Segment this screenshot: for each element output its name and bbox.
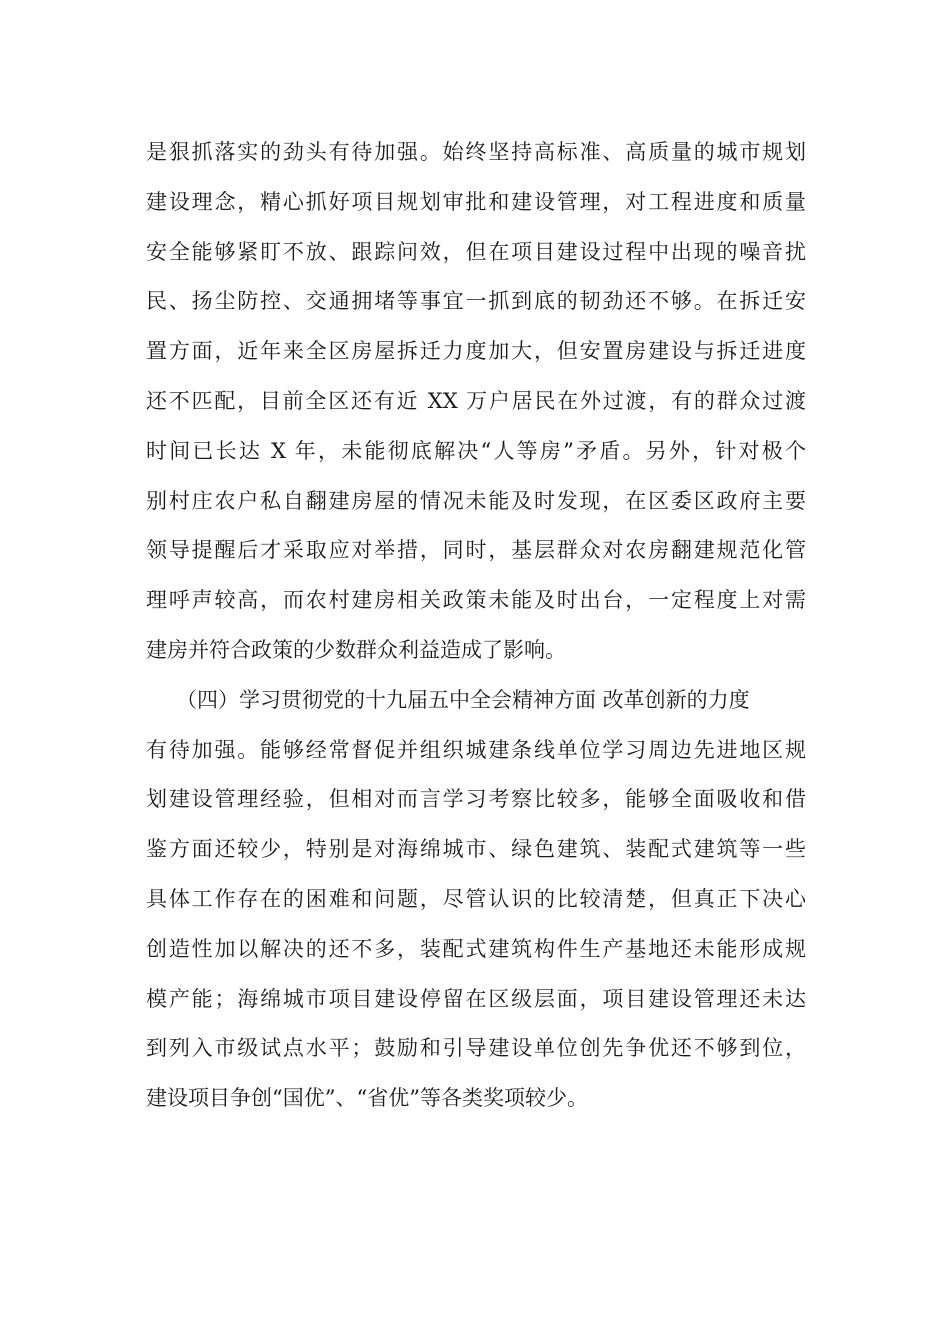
- text-line: 模产能；海绵城市项目建设停留在区级层面，项目建设管理还未达: [146, 986, 806, 1011]
- section-heading-line: （四）学习贯彻党的十九届五中全会精神方面 改革创新的力度: [176, 687, 750, 712]
- paragraph-last-line: 建设项目争创“国优”、“省优”等各类奖项较少。: [146, 1086, 588, 1111]
- text-line: 建设理念，精心抓好项目规划审批和建设管理，对工程进度和质量: [146, 189, 806, 214]
- text-line: 还不匹配，目前全区还有近 XX 万户居民在外过渡，有的群众过渡: [146, 388, 806, 413]
- text-line: 是狠抓落实的劲头有待加强。始终坚持高标准、高质量的城市规划: [146, 140, 806, 164]
- text-line: 置方面，近年来全区房屋拆迁力度加大，但安置房建设与拆迁进度: [146, 339, 806, 364]
- document-body: [146, 128, 806, 1124]
- text-line: 别村庄农户私自翻建房屋的情况未能及时发现，在区委区政府主要: [146, 488, 806, 513]
- text-line: 鉴方面还较少，特别是对海绵城市、绿色建筑、装配式建筑等一些: [146, 837, 806, 862]
- text-line: 到列入市级试点水平；鼓励和引导建设单位创先争优还不够到位，: [146, 1036, 806, 1061]
- text-line: 划建设管理经验，但相对而言学习考察比较多，能够全面吸收和借: [146, 787, 806, 812]
- text-line: 有待加强。能够经常督促并组织城建条线单位学习周边先进地区规: [146, 737, 806, 762]
- text-line: 创造性加以解决的还不多，装配式建筑构件生产基地还未能形成规: [146, 936, 806, 961]
- text-line: 民、扬尘防控、交通拥堵等事宜一抓到底的韧劲还不够。在拆迁安: [146, 289, 806, 314]
- text-line: 理呼声较高，而农村建房相关政策未能及时出台，一定程度上对需: [146, 588, 806, 613]
- text-line: 领导提醒后才采取应对举措，同时，基层群众对农房翻建规范化管: [146, 538, 806, 563]
- paragraph-last-line: 建房并符合政策的少数群众利益造成了影响。: [146, 637, 566, 662]
- text-line: 具体工作存在的困难和问题，尽管认识的比较清楚，但真正下决心: [146, 886, 806, 911]
- text-line: 时间已长达 X 年，未能彻底解决“人等房”矛盾。另外，针对极个: [146, 438, 806, 463]
- text-line: 安全能够紧盯不放、跟踪问效，但在项目建设过程中出现的噪音扰: [146, 239, 806, 264]
